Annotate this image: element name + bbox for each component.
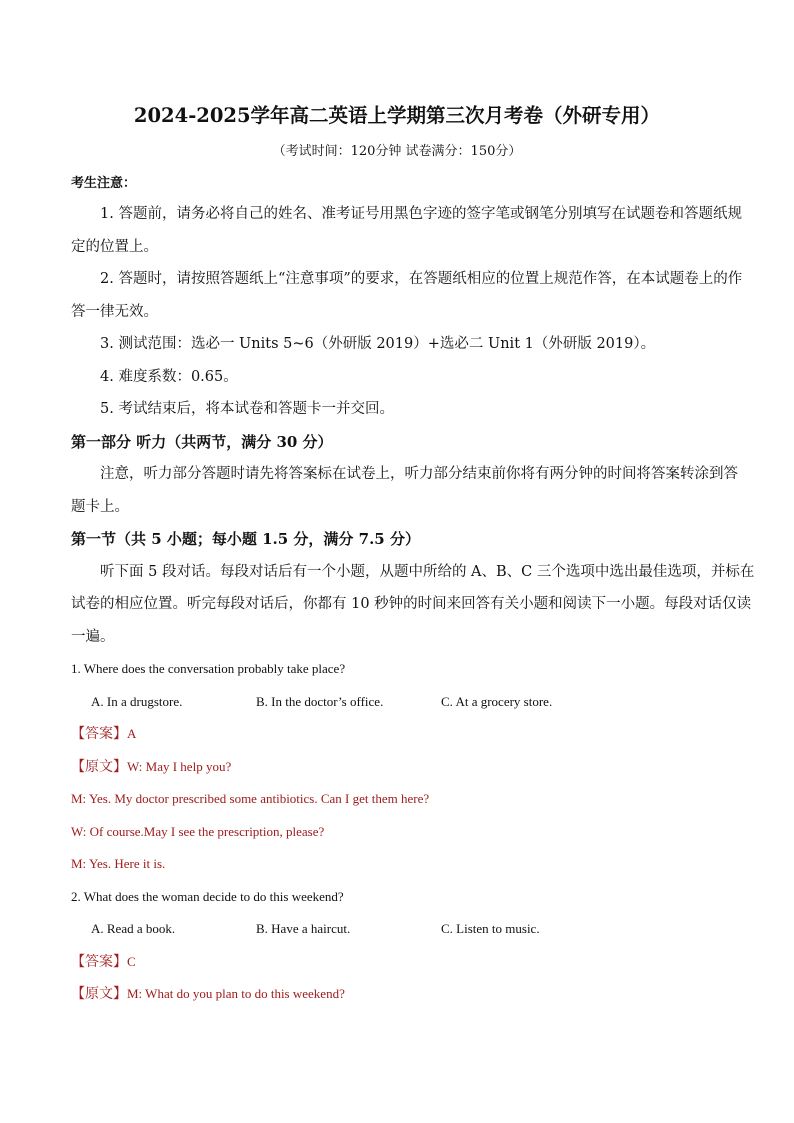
transcript-text: M: Yes. My doctor prescribed some antibiotics. Can I get them here? xyxy=(71,791,430,806)
part1-note: 注意，听力部分答题时请先将答案标在试卷上，听力部分结束前你将有两分钟的时间将答案转涂到答 xyxy=(100,466,738,482)
option-a: A. Read a book. xyxy=(91,921,176,936)
notice-heading: 考生注意： xyxy=(71,176,137,191)
transcript-text: M: Yes. Here it is. xyxy=(71,856,166,871)
transcript-text: W: Of course.May I see the prescription, please? xyxy=(71,823,325,839)
section1-instructions: 听下面 5 段对话。每段对话后有一个小题，从题中所给的 A、B、C 三个选项中选出最佳选项，并标在 xyxy=(100,563,755,580)
option-b: B. In the doctor’s office. xyxy=(256,693,384,709)
notice-item: 4. 难度系数：0.65。 xyxy=(100,368,238,385)
transcript-label: 【原文】 xyxy=(71,758,127,775)
transcript-line xyxy=(71,751,723,784)
part1-heading: 第一部分 听力（共两节，满分 30 分） xyxy=(71,432,333,451)
section1-instructions: 试卷的相应位置。听完每段对话后，你都有 10 秒钟的时间来回答有关小题和阅读下一小题。每段对话仅读 xyxy=(71,596,752,612)
notice-item: 答一律无效。 xyxy=(71,303,158,320)
notice-item: 3. 测试范围：选必一 Units 5~6（外研版 2019）+选必二 Unit 1（外研版 2019）。 xyxy=(100,336,656,352)
transcript-text: W: May I help you? xyxy=(127,758,232,774)
notice-item: 2. 答题时，请按照答题纸上“注意事项”的要求，在答题纸相应的位置上规范作答，在本试题卷上的作 xyxy=(100,271,743,287)
question-options xyxy=(71,686,723,719)
option-c: C. At a grocery store. xyxy=(441,693,553,709)
transcript-text: M: What do you plan to do this weekend? xyxy=(127,986,345,1001)
section1-heading: 第一节（共 5 小题；每小题 1.5 分，满分 7.5 分） xyxy=(71,530,420,548)
notice-item: 1. 答题前，请务必将自己的姓名、准考证号用黑色字迹的签字笔或钢笔分别填写在试题卷和答题纸规 xyxy=(100,206,742,222)
transcript-label: 【原文】 xyxy=(71,986,127,1002)
option-c: C. Listen to music. xyxy=(441,921,540,936)
option-b: B. Have a haircut. xyxy=(256,921,351,936)
question-stem: 1. Where does the conversation probably take place? xyxy=(71,661,346,676)
answer-line xyxy=(71,718,723,751)
exam-title: 2024-2025学年高二英语上学期第三次月考卷（外研专用） xyxy=(133,104,661,127)
answer-value: C xyxy=(127,953,136,969)
option-a: A. In a drugstore. xyxy=(91,693,183,709)
answer-label: 【答案】 xyxy=(71,953,127,970)
question-options xyxy=(71,913,723,946)
answer-line xyxy=(71,946,723,979)
transcript-line xyxy=(71,978,723,1011)
part1-note: 题卡上。 xyxy=(71,498,129,515)
section1-instructions: 一遍。 xyxy=(71,628,115,645)
answer-value: A xyxy=(127,726,137,741)
notice-item: 定的位置上。 xyxy=(71,238,158,255)
answer-label: 【答案】 xyxy=(71,726,127,742)
exam-subtitle: （考试时间：120分钟 试卷满分：150分） xyxy=(272,144,522,159)
notice-item: 5. 考试结束后，将本试卷和答题卡一并交回。 xyxy=(100,401,394,417)
question-stem: 2. What does the woman decide to do this weekend? xyxy=(71,888,344,904)
exam-body xyxy=(71,170,755,1011)
